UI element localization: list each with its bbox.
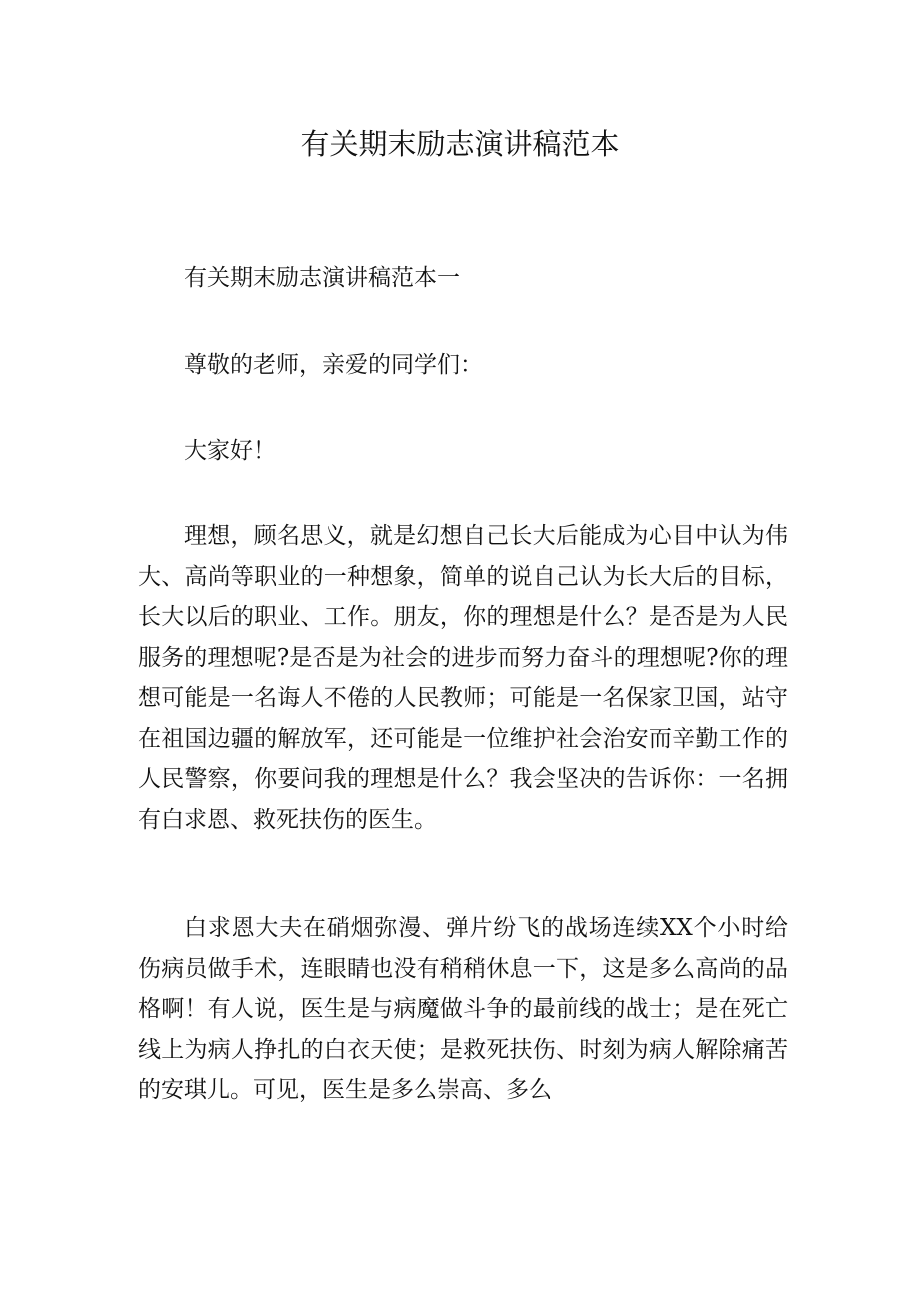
hello-line: 大家好！	[184, 438, 276, 464]
greeting-line: 尊敬的老师，亲爱的同学们：	[184, 352, 483, 378]
section-subtitle: 有关期末励志演讲稿范本一	[184, 265, 460, 291]
document-title: 有关期末励志演讲稿范本	[300, 127, 620, 161]
body-paragraph-2: 白求恩大夫在硝烟弥漫、弹片纷飞的战场连续XX个小时给伤病员做手术，连眼睛也没有稍稍休息一下，这是多么高尚的品格啊！有人说，医生是与病魔做斗争的最前线的战士；是在死亡线上为病人挣扎的白衣天使；是救死扶伤、时刻为病人解除痛苦的安琪儿。可见，医生是多么崇高、多么	[138, 915, 788, 1103]
body-paragraph-1: 理想，顾名思义，就是幻想自己长大后能成为心目中认为伟大、高尚等职业的一种想象，简单的说自己认为长大后的目标，长大以后的职业、工作。朋友，你的理想是什么？是否是为人民服务的理想呢?是否是为社会的进步而努力奋斗的理想呢?你的理想可能是一名诲人不倦的人民教师；可能是一名保家卫国，站守在祖国边疆的解放军，还可能是一位维护社会治安而辛勤工作的人民警察，你要问我的理想是什么？我会坚决的告诉你：一名拥有白求恩、救死扶伤的医生。	[138, 523, 788, 833]
